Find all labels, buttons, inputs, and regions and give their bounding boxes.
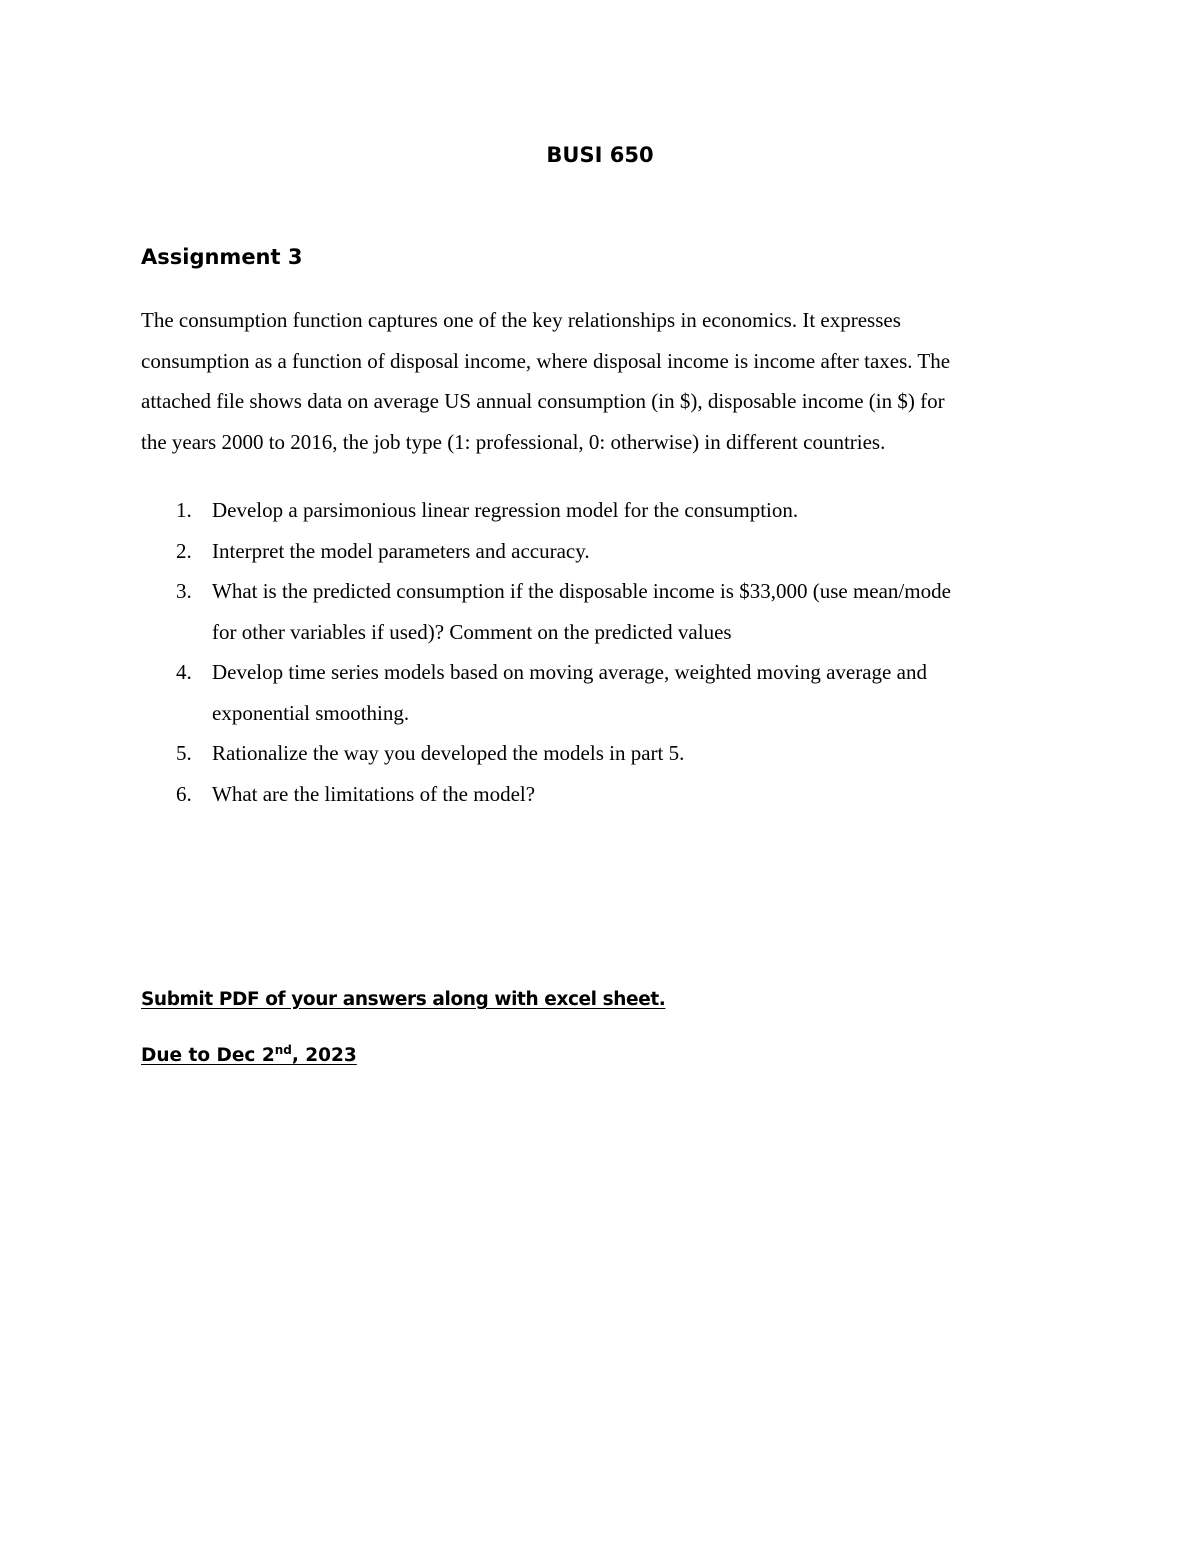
question-item [141,733,1071,774]
question-text-continued: for other variables if used)? Comment on the predicted values [212,619,732,644]
intro-line: attached file shows data on average US annual consumption (in $), disposable income (in $) for [141,389,945,413]
question-list [141,490,1071,814]
question-item [141,774,1071,815]
question-text: What are the limitations of the model? [212,781,536,806]
question-number: 5. [176,741,192,765]
due-date-prefix: Due to Dec 2 [141,1045,275,1066]
question-number: 6. [176,781,192,806]
question-number: 4. [176,660,192,684]
intro-paragraph [141,300,1071,462]
question-item [141,571,1071,652]
submission-instructions: Submit PDF of your answers along with excel sheet. [141,989,666,1010]
question-number: 1. [176,498,192,522]
course-title: BUSI 650 [546,143,654,167]
question-text: Develop a parsimonious linear regression model for the consumption. [212,498,799,522]
due-date [141,1045,357,1066]
assignment-heading: Assignment 3 [141,245,303,269]
question-text: Develop time series models based on moving average, weighted moving average and [212,660,927,684]
intro-line: consumption as a function of disposal income, where disposal income is income after taxes. The [141,348,951,373]
question-number: 2. [176,538,192,563]
question-text: Interpret the model parameters and accuracy. [212,538,590,563]
question-item [141,652,1071,733]
due-date-year: , 2023 [291,1045,357,1066]
question-item [141,490,1071,531]
question-item [141,531,1071,572]
question-text: Rationalize the way you developed the models in part 5. [212,741,685,765]
due-date-ordinal: nd [274,1043,292,1057]
question-number: 3. [176,579,192,603]
question-text: What is the predicted consumption if the disposable income is $33,000 (use mean/mode [212,579,951,603]
question-text-continued: exponential smoothing. [212,700,410,725]
intro-line: the years 2000 to 2016, the job type (1: professional, 0: otherwise) in different countries. [141,429,886,454]
intro-line: The consumption function captures one of the key relationships in economics. It expresses [141,308,901,332]
